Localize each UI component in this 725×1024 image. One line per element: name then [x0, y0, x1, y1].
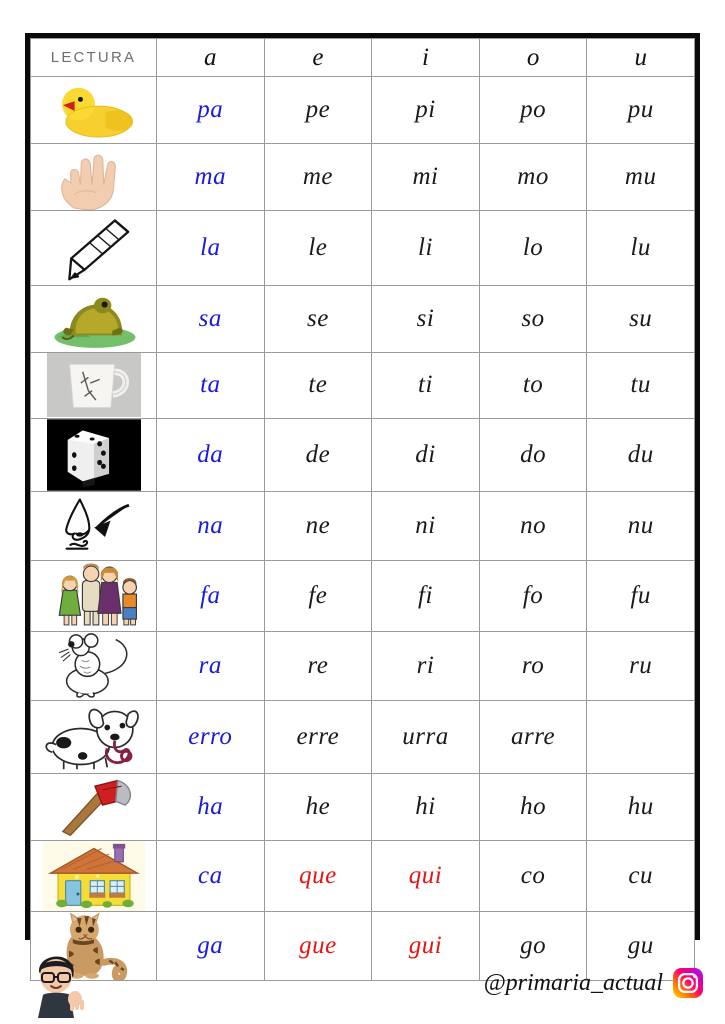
syllable-text: ru: [629, 652, 653, 680]
picture-cell: [31, 701, 157, 774]
syllable-cell: [372, 701, 480, 774]
syllable-text: fu: [630, 582, 651, 610]
syllable-cell: [264, 632, 372, 701]
vowel-header-o: [479, 39, 587, 77]
syllable-cell: [372, 352, 480, 419]
syllable-cell: [587, 774, 695, 841]
syllable-text: qui: [408, 862, 443, 890]
table-row: [31, 774, 695, 841]
syllable-text: sa: [198, 304, 222, 332]
syllable-text: mo: [517, 162, 549, 190]
table-row: [31, 77, 695, 144]
table-row: [31, 841, 695, 912]
syllable-text: ne: [305, 512, 331, 540]
syllable-cell: [587, 419, 695, 492]
syllable-cell: [157, 419, 265, 492]
syllable-cell: [157, 77, 265, 144]
syllable-text: ga: [197, 932, 224, 960]
syllable-cell: [587, 841, 695, 912]
syllable-text: la: [200, 233, 221, 261]
syllable-text: do: [520, 441, 547, 469]
syllable-worksheet: [25, 33, 700, 960]
syllable-text: li: [418, 233, 433, 261]
syllable-text: ra: [198, 652, 222, 680]
syllable-text: fo: [522, 582, 544, 610]
syllable-text: pa: [197, 95, 224, 123]
frog-icon: [31, 286, 156, 352]
page-footer: [0, 940, 725, 1024]
syllable-cell: [587, 352, 695, 419]
syllable-cell: [372, 561, 480, 632]
syllable-cell: [264, 561, 372, 632]
syllable-cell: [264, 352, 372, 419]
syllable-text: nu: [627, 512, 654, 540]
dice-icon: [31, 419, 156, 491]
syllable-cell: [157, 285, 265, 352]
syllable-text: pi: [415, 95, 436, 123]
syllable-cell: [479, 210, 587, 285]
picture-cell: [31, 285, 157, 352]
syllable-cell: [157, 143, 265, 210]
picture-cell: [31, 352, 157, 419]
syllable-cell: [264, 77, 372, 144]
picture-cell: [31, 561, 157, 632]
syllable-text: urra: [402, 723, 449, 751]
syllable-cell: [479, 561, 587, 632]
syllable-text: go: [520, 932, 547, 960]
syllable-text: ro: [521, 652, 545, 680]
table-row: [31, 701, 695, 774]
syllable-text: du: [627, 441, 654, 469]
syllable-cell: [587, 210, 695, 285]
syllable-cell: [587, 701, 695, 774]
syllable-cell: [264, 419, 372, 492]
syllable-text: ma: [194, 162, 227, 190]
syllable-text: no: [520, 512, 547, 540]
table-body: [31, 77, 695, 981]
syllable-cell: [157, 841, 265, 912]
syllable-cell: [157, 561, 265, 632]
syllable-cell: [372, 77, 480, 144]
syllable-text: ti: [418, 371, 433, 399]
vowel-header-a: [157, 39, 265, 77]
syllable-text: lo: [522, 233, 544, 261]
syllable-cell: [157, 701, 265, 774]
pencil-icon: [31, 211, 156, 285]
syllable-text: ni: [415, 512, 436, 540]
syllable-cell: [157, 492, 265, 561]
syllable-text: fa: [200, 582, 221, 610]
picture-cell: [31, 841, 157, 912]
syllable-text: ta: [200, 371, 221, 399]
table-header-row: [31, 39, 695, 77]
syllable-cell: [264, 492, 372, 561]
syllable-cell: [157, 210, 265, 285]
syllable-text: gu: [627, 932, 654, 960]
syllable-cell: [587, 285, 695, 352]
corner-header-cell: [31, 39, 157, 77]
syllable-cell: [372, 419, 480, 492]
picture-cell: [31, 419, 157, 492]
mouse-icon: [31, 632, 156, 700]
syllable-cell: [479, 285, 587, 352]
syllable-cell: [479, 77, 587, 144]
bitmoji-avatar-icon: [25, 950, 87, 1018]
syllable-text: he: [305, 793, 331, 821]
syllable-cell: [372, 492, 480, 561]
syllable-cell: [264, 774, 372, 841]
table-row: [31, 419, 695, 492]
syllable-text: hu: [627, 793, 654, 821]
syllable-cell: [587, 77, 695, 144]
picture-cell: [31, 143, 157, 210]
syllable-cell: [372, 210, 480, 285]
vowel-header-e: [264, 39, 372, 77]
syllable-cell: [264, 701, 372, 774]
axe-icon: [31, 774, 156, 840]
syllable-text: se: [306, 304, 329, 332]
picture-cell: [31, 632, 157, 701]
syllable-cell: [479, 352, 587, 419]
syllable-text: po: [520, 95, 547, 123]
syllable-text: tu: [630, 371, 651, 399]
nose-icon: [31, 492, 156, 560]
syllable-cell: [264, 210, 372, 285]
syllable-cell: [264, 285, 372, 352]
syllable-text: de: [305, 441, 331, 469]
syllable-cell: [372, 841, 480, 912]
syllable-text: gue: [299, 932, 337, 960]
syllable-text: me: [302, 162, 333, 190]
table-row: [31, 143, 695, 210]
syllable-text: le: [308, 233, 328, 261]
syllable-cell: [264, 841, 372, 912]
syllable-cell: [587, 143, 695, 210]
syllable-cell: [372, 285, 480, 352]
syllable-text: so: [521, 304, 545, 332]
syllable-text: pe: [305, 95, 331, 123]
syllable-text: su: [629, 304, 653, 332]
syllable-cell: [587, 632, 695, 701]
syllable-text: si: [416, 304, 435, 332]
syllable-text: gui: [408, 932, 443, 960]
instagram-icon[interactable]: [673, 968, 703, 998]
dog-icon: [31, 701, 156, 773]
syllable-cell: [157, 632, 265, 701]
instagram-handle-text: @primaria_actual: [483, 969, 663, 996]
syllable-cell: [479, 419, 587, 492]
syllable-text: erro: [188, 723, 233, 751]
vowel-label-i: i: [422, 43, 429, 71]
picture-cell: [31, 210, 157, 285]
syllable-text: que: [299, 862, 337, 890]
syllable-cell: [479, 701, 587, 774]
syllable-text: pu: [627, 95, 654, 123]
syllable-text: di: [415, 441, 436, 469]
picture-cell: [31, 492, 157, 561]
syllable-table: [30, 38, 695, 981]
syllable-text: cu: [628, 862, 653, 890]
vowel-label-a: a: [204, 43, 217, 71]
syllable-cell: [157, 352, 265, 419]
syllable-cell: [264, 143, 372, 210]
syllable-cell: [479, 632, 587, 701]
syllable-cell: [587, 561, 695, 632]
syllable-text: hi: [415, 793, 436, 821]
vowel-label-o: o: [526, 43, 540, 71]
family-icon: [31, 561, 156, 631]
lectura-label: LECTURA: [50, 48, 137, 66]
syllable-text: ri: [416, 652, 435, 680]
picture-cell: [31, 774, 157, 841]
table-row: [31, 352, 695, 419]
syllable-text: fe: [308, 582, 328, 610]
table-row: [31, 492, 695, 561]
syllable-cell: [587, 492, 695, 561]
table-row: [31, 632, 695, 701]
picture-cell: [31, 77, 157, 144]
syllable-cell: [479, 841, 587, 912]
vowel-header-u: [587, 39, 695, 77]
syllable-text: re: [307, 652, 329, 680]
table-row: [31, 210, 695, 285]
syllable-text: na: [197, 512, 224, 540]
syllable-text: te: [308, 371, 328, 399]
syllable-text: to: [522, 371, 544, 399]
syllable-cell: [372, 774, 480, 841]
syllable-cell: [372, 632, 480, 701]
vowel-header-i: [372, 39, 480, 77]
mug-icon: [31, 353, 156, 419]
syllable-cell: [479, 143, 587, 210]
syllable-text: ho: [520, 793, 547, 821]
vowel-label-e: e: [312, 43, 324, 71]
syllable-cell: [479, 492, 587, 561]
syllable-text: fi: [418, 582, 433, 610]
social-handle-group[interactable]: [484, 968, 703, 998]
syllable-text: ca: [197, 862, 223, 890]
syllable-cell: [372, 143, 480, 210]
rubber-duck-icon: [31, 77, 156, 143]
hand-icon: [31, 144, 156, 210]
table-row: [31, 285, 695, 352]
syllable-cell: [479, 774, 587, 841]
syllable-text: mi: [412, 162, 439, 190]
syllable-text: mu: [624, 162, 657, 190]
syllable-text: ha: [197, 793, 224, 821]
syllable-text: arre: [511, 723, 556, 751]
syllable-text: erre: [296, 723, 340, 751]
syllable-text: da: [197, 441, 224, 469]
syllable-cell: [157, 774, 265, 841]
table-row: [31, 561, 695, 632]
syllable-text: lu: [630, 233, 651, 261]
vowel-label-u: u: [634, 43, 647, 71]
house-icon: [31, 841, 156, 911]
syllable-text: co: [520, 862, 546, 890]
